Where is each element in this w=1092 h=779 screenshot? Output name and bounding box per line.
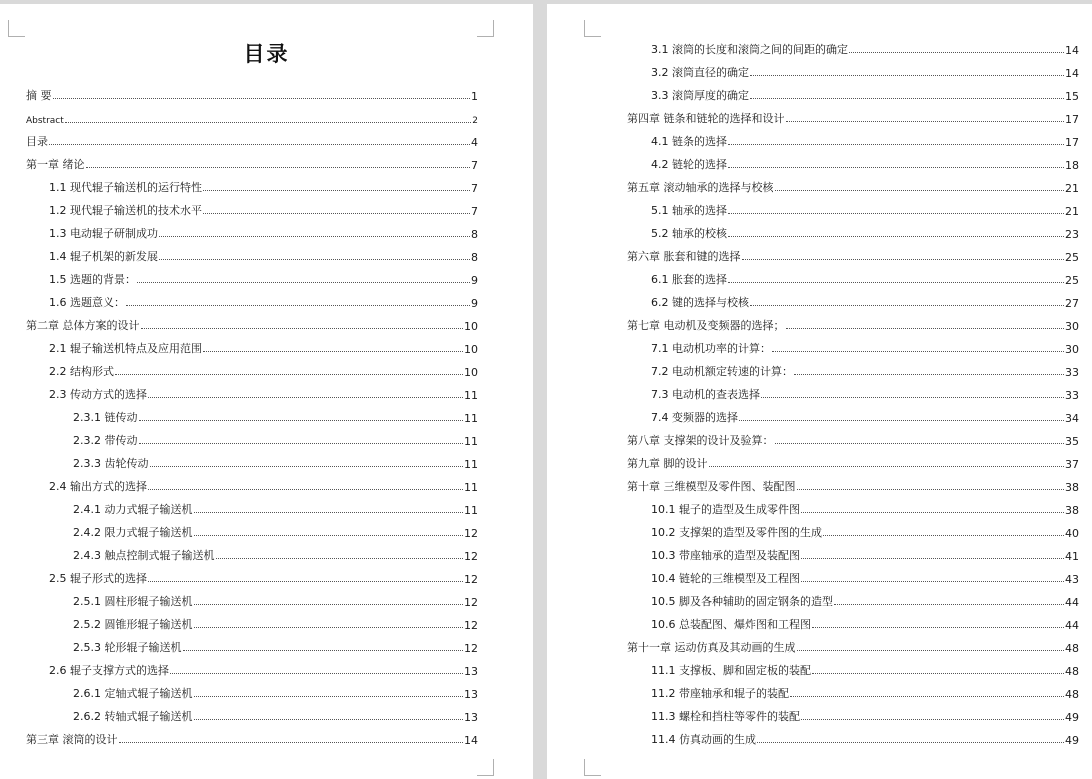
toc-entry[interactable]	[651, 409, 1079, 425]
dot-leader	[794, 374, 1064, 375]
toc-entry-page: 1	[471, 90, 478, 103]
toc-entry-page: 14	[1065, 67, 1079, 80]
dot-leader	[801, 719, 1064, 720]
toc-entry-title: 2.2 结构形式	[49, 365, 114, 378]
toc-entry-title: 第五章 滚动轴承的选择与校核	[627, 181, 774, 194]
toc-entry[interactable]	[627, 639, 1079, 655]
dot-leader	[194, 627, 464, 628]
toc-entry[interactable]	[49, 363, 478, 379]
toc-entry-page: 49	[1065, 734, 1079, 747]
dot-leader	[203, 190, 470, 191]
dot-leader	[139, 420, 464, 421]
toc-entry-page: 48	[1065, 665, 1079, 678]
toc-entry-title: 3.1 滚筒的长度和滚筒之间的间距的确定	[651, 43, 848, 56]
toc-entry-page: 48	[1065, 688, 1079, 701]
dot-leader	[183, 650, 464, 651]
dot-leader	[194, 512, 464, 513]
toc-entry[interactable]	[627, 478, 1079, 494]
dot-leader	[194, 604, 464, 605]
toc-entry-page: 10	[464, 366, 478, 379]
dot-leader	[797, 650, 1065, 651]
toc-entry-title: 2.5.2 圆锥形辊子输送机	[73, 618, 193, 631]
toc-entry-page: 12	[464, 619, 478, 632]
toc-entry-page: 11	[464, 412, 478, 425]
dot-leader	[194, 719, 464, 720]
toc-entry-title: 2.3.3 齿轮传动	[73, 457, 149, 470]
toc-entry-page: 49	[1065, 711, 1079, 724]
dot-leader	[812, 673, 1064, 674]
dot-leader	[742, 259, 1065, 260]
toc-entry[interactable]	[73, 501, 478, 517]
toc-entry[interactable]	[651, 547, 1079, 563]
toc-entry[interactable]	[49, 294, 478, 310]
toc-entry[interactable]	[651, 708, 1079, 724]
toc-entry-page: 2	[472, 116, 478, 126]
toc-entry-title: Abstract	[26, 116, 64, 126]
toc-entry[interactable]	[73, 432, 478, 448]
toc-entry[interactable]	[627, 248, 1079, 264]
toc-entry-title: 10.1 辊子的造型及生成零件图	[651, 503, 800, 516]
dot-leader	[141, 328, 464, 329]
toc-entry[interactable]	[651, 340, 1079, 356]
toc-entry-title: 11.3 螺栓和挡柱等零件的装配	[651, 710, 800, 723]
dot-leader	[750, 305, 1064, 306]
toc-entry-page: 25	[1065, 274, 1079, 287]
toc-entry-title: 2.1 辊子输送机特点及应用范围	[49, 342, 202, 355]
toc-entry[interactable]	[651, 41, 1079, 57]
dot-leader	[148, 581, 463, 582]
toc-entry-page: 11	[464, 504, 478, 517]
toc-entry-title: 第十章 三维模型及零件图、装配图	[627, 480, 796, 493]
dot-leader	[801, 558, 1064, 559]
toc-entry[interactable]	[651, 363, 1079, 379]
toc-entry[interactable]	[651, 156, 1079, 172]
toc-entry-page: 17	[1065, 113, 1079, 126]
toc-entry-title: 2.4.2 限力式辊子输送机	[73, 526, 193, 539]
toc-entry-title: 1.1 现代辊子输送机的运行特性	[49, 181, 202, 194]
page-right	[547, 4, 1092, 779]
toc-entry[interactable]	[73, 639, 478, 655]
toc-entry-page: 40	[1065, 527, 1079, 540]
toc-entry-title: 3.3 滚筒厚度的确定	[651, 89, 749, 102]
toc-entry-page: 48	[1065, 642, 1079, 655]
toc-entry-title: 2.5 辊子形式的选择	[49, 572, 147, 585]
toc-entry[interactable]	[651, 202, 1079, 218]
dot-leader	[757, 742, 1064, 743]
corner-mark	[477, 20, 494, 37]
toc-entry-page: 12	[464, 527, 478, 540]
toc-entry-title: 目录	[26, 135, 48, 148]
toc-entry-title: 2.4.3 触点控制式辊子输送机	[73, 549, 215, 562]
toc-entry-page: 44	[1065, 619, 1079, 632]
toc-entry[interactable]	[49, 570, 478, 586]
toc-entry[interactable]	[49, 202, 478, 218]
toc-entry-title: 6.2 键的选择与校核	[651, 296, 749, 309]
toc-entry[interactable]	[73, 685, 478, 701]
dot-leader	[216, 558, 464, 559]
dot-leader	[812, 627, 1064, 628]
dot-leader	[159, 259, 470, 260]
corner-mark	[584, 20, 601, 37]
toc-entry[interactable]	[651, 294, 1079, 310]
toc-entry-page: 11	[464, 435, 478, 448]
toc-entry-title: 2.6.1 定轴式辊子输送机	[73, 687, 193, 700]
toc-entry-page: 10	[464, 320, 478, 333]
dot-leader	[728, 144, 1064, 145]
dot-leader	[86, 167, 471, 168]
toc-entry-title: 10.2 支撑架的造型及零件图的生成	[651, 526, 822, 539]
toc-entry-title: 第七章 电动机及变频器的选择；	[627, 319, 785, 332]
dot-leader	[170, 673, 463, 674]
toc-entry-title: 5.1 轴承的选择	[651, 204, 727, 217]
toc-entry-page: 33	[1065, 389, 1079, 402]
toc-entry-page: 11	[464, 481, 478, 494]
toc-entry[interactable]	[651, 64, 1079, 80]
page-left	[0, 4, 533, 779]
toc-entry[interactable]	[49, 386, 478, 402]
dot-leader	[115, 374, 463, 375]
toc-entry-page: 30	[1065, 343, 1079, 356]
toc-entry[interactable]	[73, 524, 478, 540]
dot-leader	[728, 213, 1064, 214]
toc-entry-title: 第三章 滚筒的设计	[26, 733, 118, 746]
toc-entry-page: 43	[1065, 573, 1079, 586]
dot-leader	[786, 328, 1065, 329]
dot-leader	[53, 98, 471, 99]
dot-leader	[65, 122, 471, 123]
dot-leader	[150, 466, 464, 467]
toc-entry[interactable]	[26, 110, 478, 126]
toc-entry[interactable]	[73, 616, 478, 632]
toc-entry-title: 摘 要	[26, 89, 52, 102]
toc-entry-page: 35	[1065, 435, 1079, 448]
dot-leader	[834, 604, 1064, 605]
toc-entry[interactable]	[651, 593, 1079, 609]
toc-entry-title: 2.3.1 链传动	[73, 411, 138, 424]
toc-entry-page: 14	[464, 734, 478, 747]
toc-entry-page: 12	[464, 550, 478, 563]
toc-entry-page: 41	[1065, 550, 1079, 563]
toc-entry[interactable]	[26, 317, 478, 333]
toc-entry-title: 6.1 胀套的选择	[651, 273, 727, 286]
corner-mark	[8, 20, 25, 37]
toc-entry[interactable]	[651, 501, 1079, 517]
dot-leader	[137, 282, 470, 283]
dot-leader	[194, 696, 464, 697]
toc-entry[interactable]	[26, 156, 478, 172]
toc-entry-page: 11	[464, 389, 478, 402]
toc-entry[interactable]	[49, 478, 478, 494]
corner-mark	[477, 759, 494, 776]
toc-entry-page: 13	[464, 688, 478, 701]
toc-entry[interactable]	[651, 616, 1079, 632]
toc-entry-title: 1.3 电动辊子研制成功	[49, 227, 158, 240]
dot-leader	[772, 351, 1064, 352]
dot-leader	[709, 466, 1065, 467]
dot-leader	[801, 512, 1064, 513]
toc-entry[interactable]	[49, 340, 478, 356]
dot-leader	[148, 489, 463, 490]
toc-entry[interactable]	[627, 455, 1079, 471]
toc-entry-title: 10.4 链轮的三维模型及工程图	[651, 572, 800, 585]
dot-leader	[739, 420, 1064, 421]
toc-entry[interactable]	[26, 87, 478, 103]
toc-entry-page: 38	[1065, 504, 1079, 517]
dot-leader	[728, 282, 1064, 283]
dot-leader	[49, 144, 470, 145]
toc-entry-page: 7	[471, 159, 478, 172]
dot-leader	[750, 98, 1064, 99]
toc-entry[interactable]	[651, 570, 1079, 586]
toc-entry-title: 5.2 轴承的校核	[651, 227, 727, 240]
toc-entry-title: 10.5 脚及各种辅助的固定钢条的造型	[651, 595, 833, 608]
toc-entry-title: 11.1 支撑板、脚和固定板的装配	[651, 664, 811, 677]
toc-entry[interactable]	[49, 225, 478, 241]
toc-entry[interactable]	[26, 133, 478, 149]
toc-entry-page: 15	[1065, 90, 1079, 103]
dot-leader	[797, 489, 1065, 490]
dot-leader	[728, 167, 1064, 168]
toc-entry-page: 14	[1065, 44, 1079, 57]
toc-entry[interactable]	[627, 432, 1079, 448]
toc-entry-title: 10.3 带座轴承的造型及装配图	[651, 549, 800, 562]
corner-mark	[584, 759, 601, 776]
toc-entry[interactable]	[651, 662, 1079, 678]
toc-entry-title: 3.2 滚筒直径的确定	[651, 66, 749, 79]
toc-entry-page: 12	[464, 573, 478, 586]
toc-entry-title: 1.6 选题意义：	[49, 296, 125, 309]
dot-leader	[775, 190, 1065, 191]
dot-leader	[801, 581, 1064, 582]
toc-entry-page: 33	[1065, 366, 1079, 379]
toc-entry[interactable]	[651, 386, 1079, 402]
toc-entry-page: 37	[1065, 458, 1079, 471]
toc-entry-title: 第二章 总体方案的设计	[26, 319, 140, 332]
toc-entry[interactable]	[651, 685, 1079, 701]
toc-entry-page: 23	[1065, 228, 1079, 241]
toc-entry-title: 2.3 传动方式的选择	[49, 388, 147, 401]
toc-entry-title: 1.5 选题的背景：	[49, 273, 136, 286]
toc-entry-title: 7.1 电动机功率的计算：	[651, 342, 771, 355]
toc-entry[interactable]	[627, 110, 1079, 126]
toc-entry-title: 2.5.3 轮形辊子输送机	[73, 641, 182, 654]
toc-entry-page: 21	[1065, 182, 1079, 195]
toc-entry-page: 21	[1065, 205, 1079, 218]
dot-leader	[119, 742, 464, 743]
toc-entry-title: 7.3 电动机的查表选择	[651, 388, 760, 401]
toc-entry-page: 18	[1065, 159, 1079, 172]
toc-title: 目录	[243, 41, 290, 66]
toc-entry-title: 第八章 支撑架的设计及验算：	[627, 434, 774, 447]
dot-leader	[786, 121, 1065, 122]
dot-leader	[790, 696, 1064, 697]
toc-entry[interactable]	[49, 271, 478, 287]
dot-leader	[194, 535, 464, 536]
toc-entry-page: 13	[464, 665, 478, 678]
toc-entry[interactable]	[26, 731, 478, 747]
toc-entry-page: 9	[471, 274, 478, 287]
toc-entry-title: 第十一章 运动仿真及其动画的生成	[627, 641, 796, 654]
toc-entry[interactable]	[73, 593, 478, 609]
dot-leader	[823, 535, 1064, 536]
dot-leader	[849, 52, 1064, 53]
toc-entry-page: 44	[1065, 596, 1079, 609]
toc-entry-title: 第九章 脚的设计	[627, 457, 708, 470]
toc-entry-title: 11.2 带座轴承和辊子的装配	[651, 687, 789, 700]
toc-entry-page: 8	[471, 251, 478, 264]
toc-entry-page: 27	[1065, 297, 1079, 310]
toc-entry[interactable]	[651, 87, 1079, 103]
toc-entry[interactable]	[73, 409, 478, 425]
toc-entry-page: 34	[1065, 412, 1079, 425]
toc-entry-page: 13	[464, 711, 478, 724]
toc-entry-title: 2.3.2 带传动	[73, 434, 138, 447]
toc-entry-title: 第四章 链条和链轮的选择和设计	[627, 112, 785, 125]
toc-entry[interactable]	[651, 271, 1079, 287]
toc-entry[interactable]	[73, 547, 478, 563]
toc-entry-title: 2.6 辊子支撑方式的选择	[49, 664, 169, 677]
dot-leader	[126, 305, 470, 306]
toc-entry-title: 1.4 辊子机架的新发展	[49, 250, 158, 263]
dot-leader	[203, 351, 463, 352]
toc-entry-page: 11	[464, 458, 478, 471]
toc-entry-page: 12	[464, 596, 478, 609]
toc-entry-page: 17	[1065, 136, 1079, 149]
toc-entry[interactable]	[49, 662, 478, 678]
toc-entry[interactable]	[49, 248, 478, 264]
toc-entry-page: 30	[1065, 320, 1079, 333]
toc-entry-title: 4.2 链轮的选择	[651, 158, 727, 171]
toc-entry-title: 第一章 绪论	[26, 158, 85, 171]
toc-entry-title: 4.1 链条的选择	[651, 135, 727, 148]
toc-entry[interactable]	[627, 179, 1079, 195]
dot-leader	[750, 75, 1064, 76]
toc-entry-title: 2.4 输出方式的选择	[49, 480, 147, 493]
toc-entry-title: 10.6 总装配图、爆炸图和工程图	[651, 618, 811, 631]
dot-leader	[775, 443, 1065, 444]
toc-entry-page: 9	[471, 297, 478, 310]
toc-entry-title: 2.5.1 圆柱形辊子输送机	[73, 595, 193, 608]
toc-entry-page: 7	[471, 205, 478, 218]
toc-entry[interactable]	[73, 708, 478, 724]
dot-leader	[139, 443, 464, 444]
dot-leader	[159, 236, 470, 237]
toc-entry-page: 10	[464, 343, 478, 356]
dot-leader	[148, 397, 463, 398]
dot-leader	[203, 213, 470, 214]
toc-entry-page: 8	[471, 228, 478, 241]
toc-entry[interactable]	[627, 317, 1079, 333]
toc-entry-title: 1.2 现代辊子输送机的技术水平	[49, 204, 202, 217]
dot-leader	[728, 236, 1064, 237]
toc-entry[interactable]	[651, 731, 1079, 747]
dot-leader	[761, 397, 1064, 398]
toc-entry-title: 2.4.1 动力式辊子输送机	[73, 503, 193, 516]
toc-entry-title: 7.4 变频器的选择	[651, 411, 738, 424]
toc-entry-page: 12	[464, 642, 478, 655]
toc-entry-page: 25	[1065, 251, 1079, 264]
toc-entry[interactable]	[73, 455, 478, 471]
toc-entry[interactable]	[651, 225, 1079, 241]
toc-entry-page: 4	[471, 136, 478, 149]
toc-entry-page: 7	[471, 182, 478, 195]
toc-entry-title: 第六章 胀套和键的选择	[627, 250, 741, 263]
toc-entry[interactable]	[651, 133, 1079, 149]
toc-entry-title: 11.4 仿真动画的生成	[651, 733, 756, 746]
toc-entry[interactable]	[49, 179, 478, 195]
toc-entry-page: 38	[1065, 481, 1079, 494]
toc-entry-title: 7.2 电动机额定转速的计算：	[651, 365, 793, 378]
toc-entry-title: 2.6.2 转轴式辊子输送机	[73, 710, 193, 723]
toc-entry[interactable]	[651, 524, 1079, 540]
